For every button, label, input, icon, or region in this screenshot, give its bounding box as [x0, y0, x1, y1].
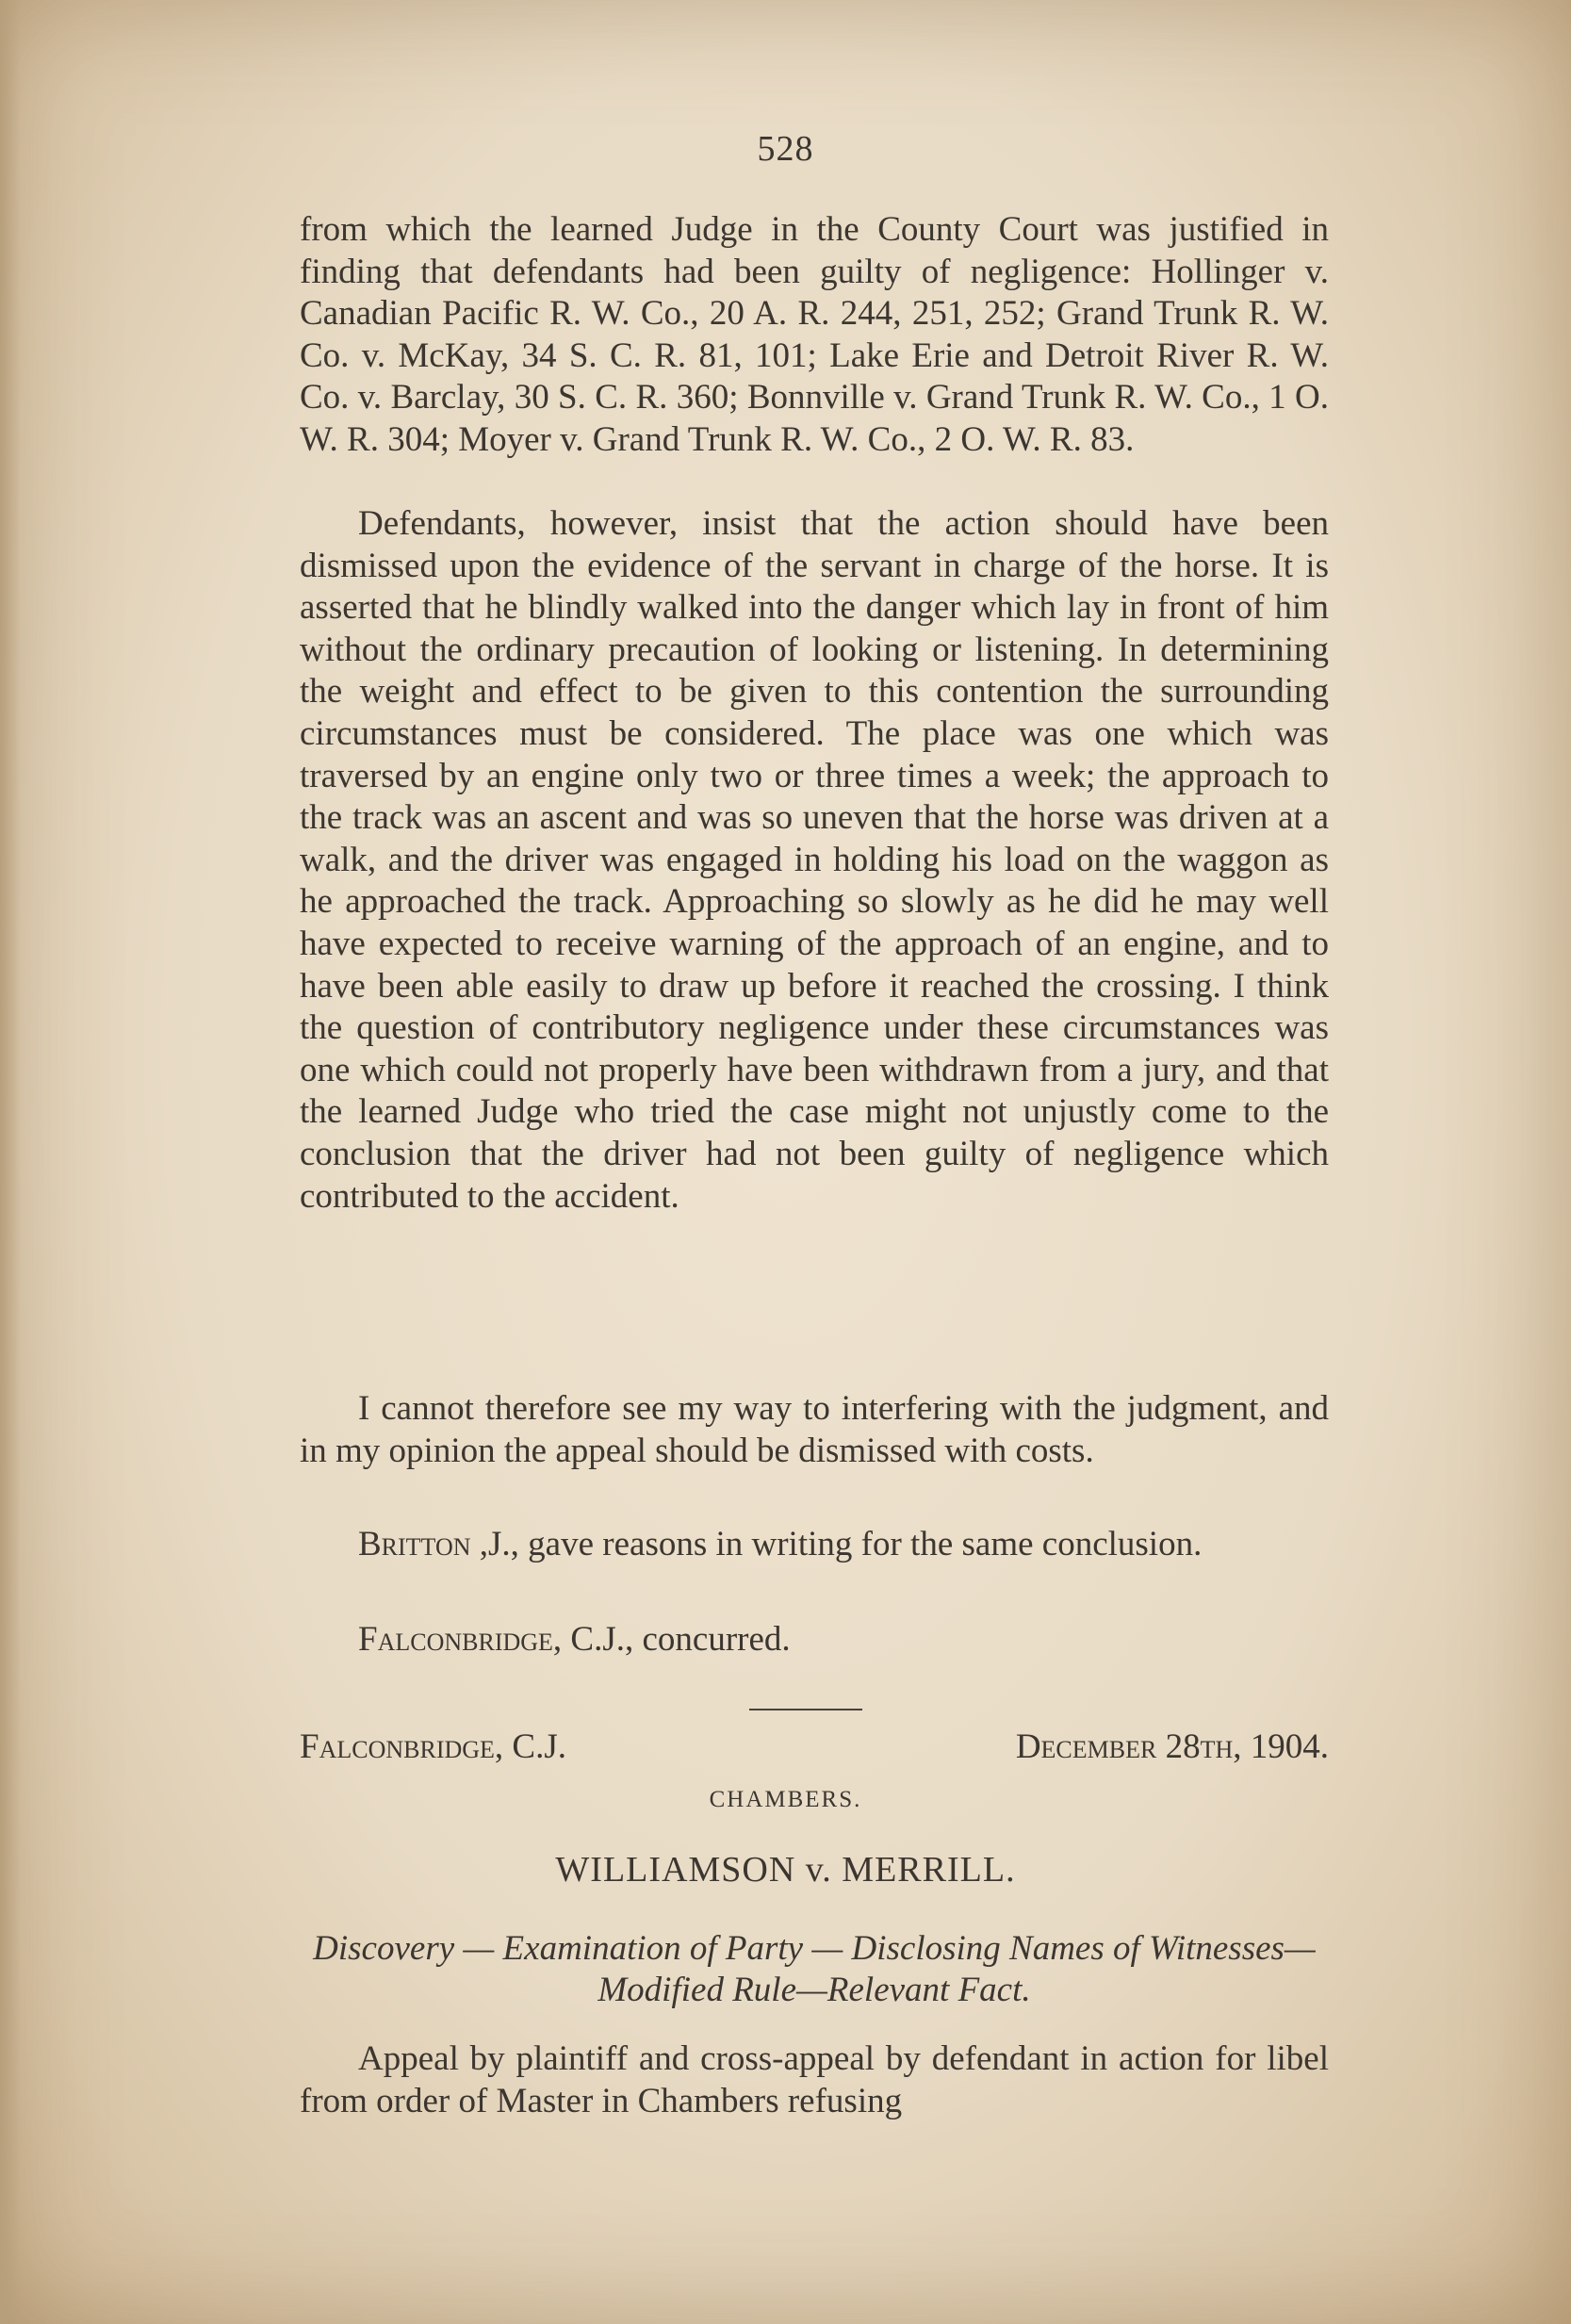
section-divider [749, 1709, 862, 1710]
presiding-judge-title: , C.J. [494, 1727, 566, 1766]
page-number: 528 [757, 129, 814, 169]
judge-name-falconbridge: Falconbridge [358, 1620, 553, 1659]
case-date-day: 28th [1165, 1727, 1234, 1766]
judge-name-britton: Britton [358, 1525, 471, 1563]
britton-statement: ,J., gave reasons in writing for the same conclusion. [479, 1525, 1203, 1563]
paragraph-britton [300, 1524, 1329, 1566]
headnote: Discovery — Examination of Party — Disclosing Names of Witnesses—Modified Rule—Relevant Fact. [313, 1929, 1316, 2009]
case-header-line [300, 1727, 1329, 1767]
falconbridge-statement: , C.J., concurred. [552, 1620, 791, 1659]
page-binding-shadow [0, 0, 21, 2324]
case-date-year: , 1904. [1233, 1727, 1329, 1766]
paragraph-conclusion: I cannot therefore see my way to interfering with the judgment, and in my opinion the appeal should be dismissed with costs. [300, 1389, 1329, 1470]
presiding-judge [300, 1727, 566, 1767]
case-date-month: December [1015, 1727, 1157, 1766]
paragraph-falconbridge [300, 1619, 1329, 1661]
paragraph-citations: from which the learned Judge in the County Court was justified in finding that defendants had been guilty of negligence: Hollinger v. Canadian Pacific R. W. Co., 20 A. R. 244, 251, 252; Grand Trunk R. W. Co. v. McKay, 34 S. C. R. 81, 101; Lake Erie and Detroit River R. W. Co. v. Barclay, 30 S. C. R. 360; Bonnville v. Grand Trunk R. W. Co., 1 O. W. R. 304; Moyer v. Grand Trunk R. W. Co., 2 O. W. R. 83. [300, 210, 1329, 459]
case-date [1016, 1727, 1329, 1767]
paragraph-defendants-argument: Defendants, however, insist that the action should have been dismissed upon the evidence of the servant in charge of the horse. It is asserted that he blindly walked into the danger which lay in front of him without the ordinary precaution of looking or listening. In determining the weight and effect to be given to this contention the surrounding circumstances must be considered. The place was one which was traversed by an engine only two or three times a week; the approach to the track was an ascent and was so uneven that the horse was driven at a walk, and the driver was engaged in holding his load on the waggon as he approached the track. Approaching so slowly as he did he may well have expected to receive warning of the approach of an engine, and to have been able easily to draw up before it reached the crossing. I think the question of contributory negligence under these circumstances was one which could not properly have been withdrawn from a jury, and that the learned Judge who tried the case might not unjustly come to the conclusion that the driver had not been guilty of negligence which contributed to the accident. [300, 504, 1329, 1216]
presiding-judge-name: Falconbridge [300, 1727, 495, 1766]
court-heading: CHAMBERS. [709, 1787, 862, 1812]
case-title: WILLIAMSON v. MERRILL. [555, 1850, 1016, 1890]
paragraph-appeal: Appeal by plaintiff and cross-appeal by defendant in action for libel from order of Master in Chambers refusing [300, 2039, 1329, 2120]
